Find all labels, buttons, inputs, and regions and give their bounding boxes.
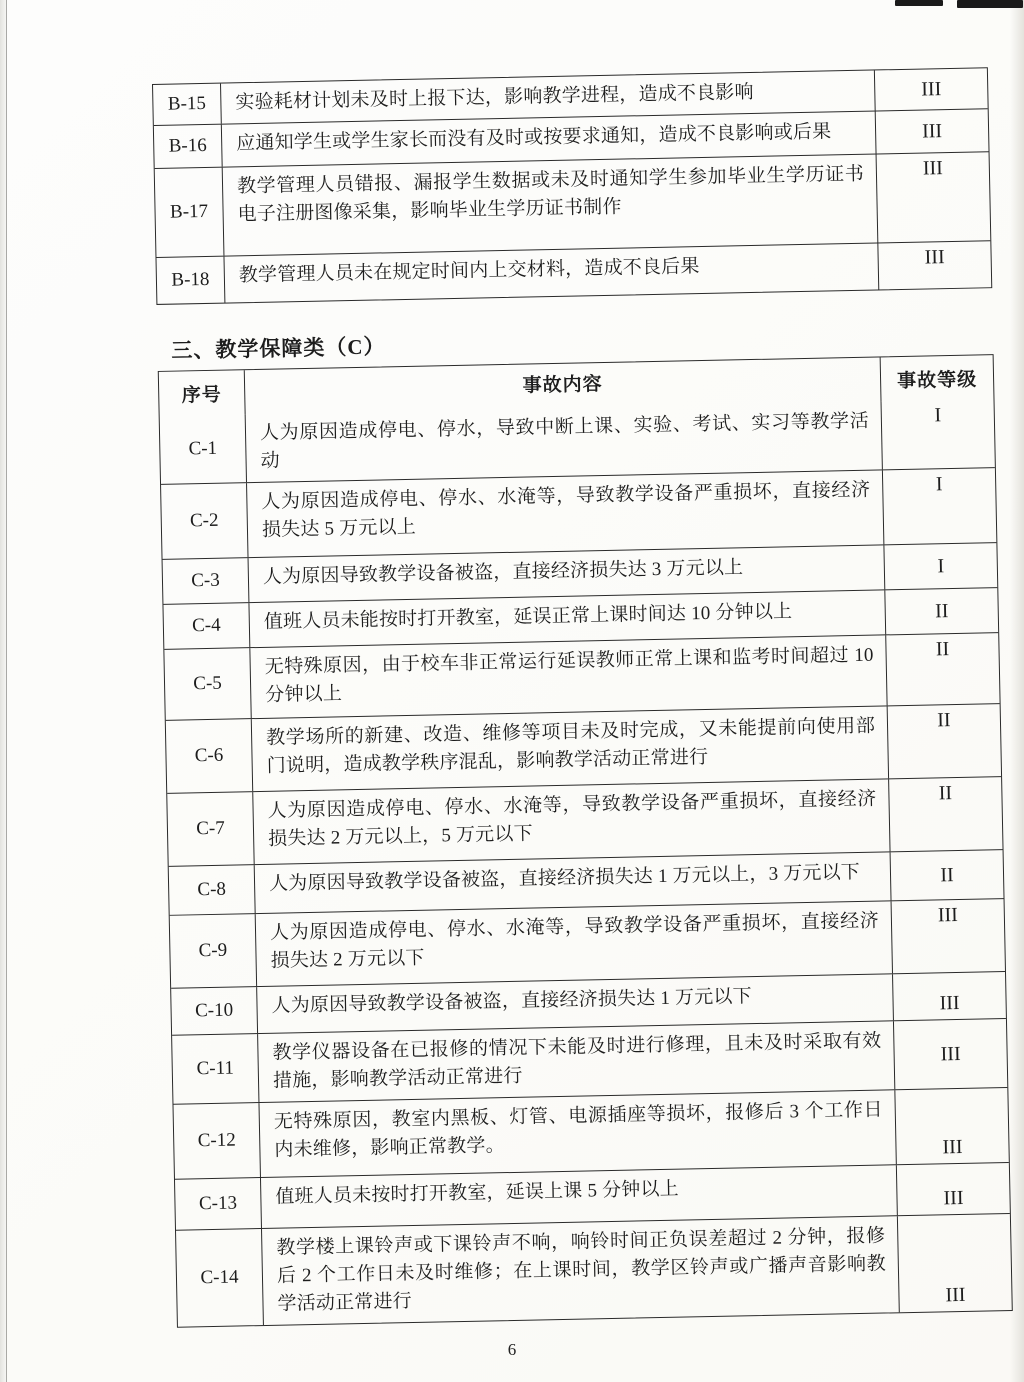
row-content-cell: 人为原因造成停电、停水，导致中断上课、实验、考试、实习等教学活动 xyxy=(259,410,870,472)
row-id-cell: B-17 xyxy=(155,168,225,257)
row-grade-cell: III xyxy=(876,152,991,242)
row-content-cell: 人为原因造成停电、停水、水淹等，导致教学设备严重损坏，直接经济损失达 5 万元以上 xyxy=(261,479,871,541)
row-id-cell: C-14 xyxy=(176,1229,264,1327)
row-content-cell: 值班人员未按时打开教室，延误上课 5 分钟以上 xyxy=(275,1178,680,1208)
row-content-cell: 人为原因造成停电、停水、水淹等，导致教学设备严重损坏，直接经济损失达 2 万元以上，5 万元以下 xyxy=(267,788,877,850)
row-content-cell: 应通知学生或学生家长而没有及时或按要求通知，造成不良影响或后果 xyxy=(236,121,832,155)
document-content xyxy=(152,67,1011,1327)
row-content-cell: 人为原因造成停电、停水、水淹等，导致教学设备严重损坏，直接经济损失达 2 万元以下 xyxy=(269,910,880,972)
row-grade-cell: II xyxy=(887,704,1001,778)
scan-left-edge-line xyxy=(6,0,7,1382)
accident-table-b-continued xyxy=(152,67,992,305)
row-grade-cell: III xyxy=(894,1088,1008,1164)
row-grade-cell: I xyxy=(881,399,995,469)
row-grade-cell: III xyxy=(893,1019,1007,1089)
scan-top-artifact xyxy=(895,0,943,6)
row-id-cell: C-5 xyxy=(164,648,251,720)
row-content-cell: 值班人员未能按时打开教室，延误正常上课时间达 10 分钟以上 xyxy=(263,601,793,633)
row-content-cell: 教学仪器设备在已报修的情况下未能及时进行修理，且未及时采取有效措施，影响教学活动正常进行 xyxy=(272,1030,882,1092)
scan-right-edge-shade xyxy=(1010,0,1024,1382)
column-header-content: 事故内容 xyxy=(522,374,603,397)
page-number: 6 xyxy=(507,1340,517,1359)
row-id-cell: B-15 xyxy=(153,84,222,125)
table-row xyxy=(176,1213,1012,1327)
row-id-cell: C-10 xyxy=(171,987,258,1035)
row-grade-cell: II xyxy=(884,588,998,634)
row-content-cell: 教学场所的新建、改造、维修等项目未及时完成，又未能提前向使用部门说明，造成教学秩序混乱，影响教学活动正常进行 xyxy=(265,715,876,777)
row-content-cell: 人为原因导致教学设备被盗，直接经济损失达 1 万元以上，3 万元以下 xyxy=(268,861,861,895)
row-grade-cell: I xyxy=(882,468,996,544)
row-grade-cell: III xyxy=(874,68,988,110)
row-id-cell: C-1 xyxy=(160,414,247,484)
row-id-cell: C-6 xyxy=(166,719,253,793)
column-header-grade: 事故等级 xyxy=(880,355,994,401)
row-grade-cell: II xyxy=(885,633,999,705)
row-content-cell: 实验耗材计划未及时上报下达，影响教学进程，造成不良影响 xyxy=(235,81,754,114)
row-id-cell: C-2 xyxy=(161,483,248,559)
accident-table-c xyxy=(158,354,1013,1328)
column-header-id: 序号 xyxy=(159,370,246,416)
row-id-cell: C-4 xyxy=(163,603,250,649)
row-grade-cell: III xyxy=(892,972,1006,1020)
row-content-cell: 人为原因导致教学设备被盗，直接经济损失达 3 万元以上 xyxy=(262,557,744,588)
row-id-cell: B-16 xyxy=(154,125,223,168)
scan-top-artifact xyxy=(957,0,1023,8)
row-id-cell: B-18 xyxy=(156,257,225,304)
row-grade-cell: II xyxy=(888,777,1002,851)
row-content-cell: 人为原因导致教学设备被盗，直接经济损失达 1 万元以下 xyxy=(271,986,753,1017)
row-content-cell: 无特殊原因，由于校车非正常运行延误教师正常上课和监考时间超过 10 分钟以上 xyxy=(264,644,874,706)
row-grade-cell: II xyxy=(890,850,1004,900)
row-grade-cell: III xyxy=(875,109,989,153)
row-id-cell: C-3 xyxy=(163,558,250,604)
row-id-cell: C-13 xyxy=(175,1178,262,1230)
row-id-cell: C-8 xyxy=(169,865,256,915)
row-content-cell: 教学管理人员未在规定时间内上交材料，造成不良后果 xyxy=(238,256,700,287)
row-content-cell: 无特殊原因，教室内黑板、灯管、电源插座等损坏，报修后 3 个工作日内未维修，影响正常教学。 xyxy=(273,1099,883,1161)
table-row xyxy=(155,151,991,257)
row-content-cell: 教学楼上课铃声或下课铃声不响，响铃时间正负误差超过 2 分钟，报修后 2 个工作日未及时维修；在上课时间，教学区铃声或广播声音影响教学活动正常进行 xyxy=(276,1225,887,1315)
row-grade-cell: III xyxy=(897,1214,1012,1312)
row-content-cell: 教学管理人员错报、漏报学生数据或未及时通知学生参加毕业生学历证书电子注册图像采集，影响毕业生学历证书制作 xyxy=(236,163,865,226)
row-id-cell: C-9 xyxy=(170,914,257,988)
section-c-heading: 三、教学保障类（C） xyxy=(171,334,386,363)
row-grade-cell: I xyxy=(883,543,997,589)
row-id-cell: C-11 xyxy=(172,1034,259,1104)
row-grade-cell: III xyxy=(891,899,1005,973)
row-id-cell: C-7 xyxy=(167,792,254,866)
row-grade-cell: III xyxy=(896,1163,1010,1215)
row-grade-cell: III xyxy=(877,241,991,289)
row-id-cell: C-12 xyxy=(173,1103,260,1179)
